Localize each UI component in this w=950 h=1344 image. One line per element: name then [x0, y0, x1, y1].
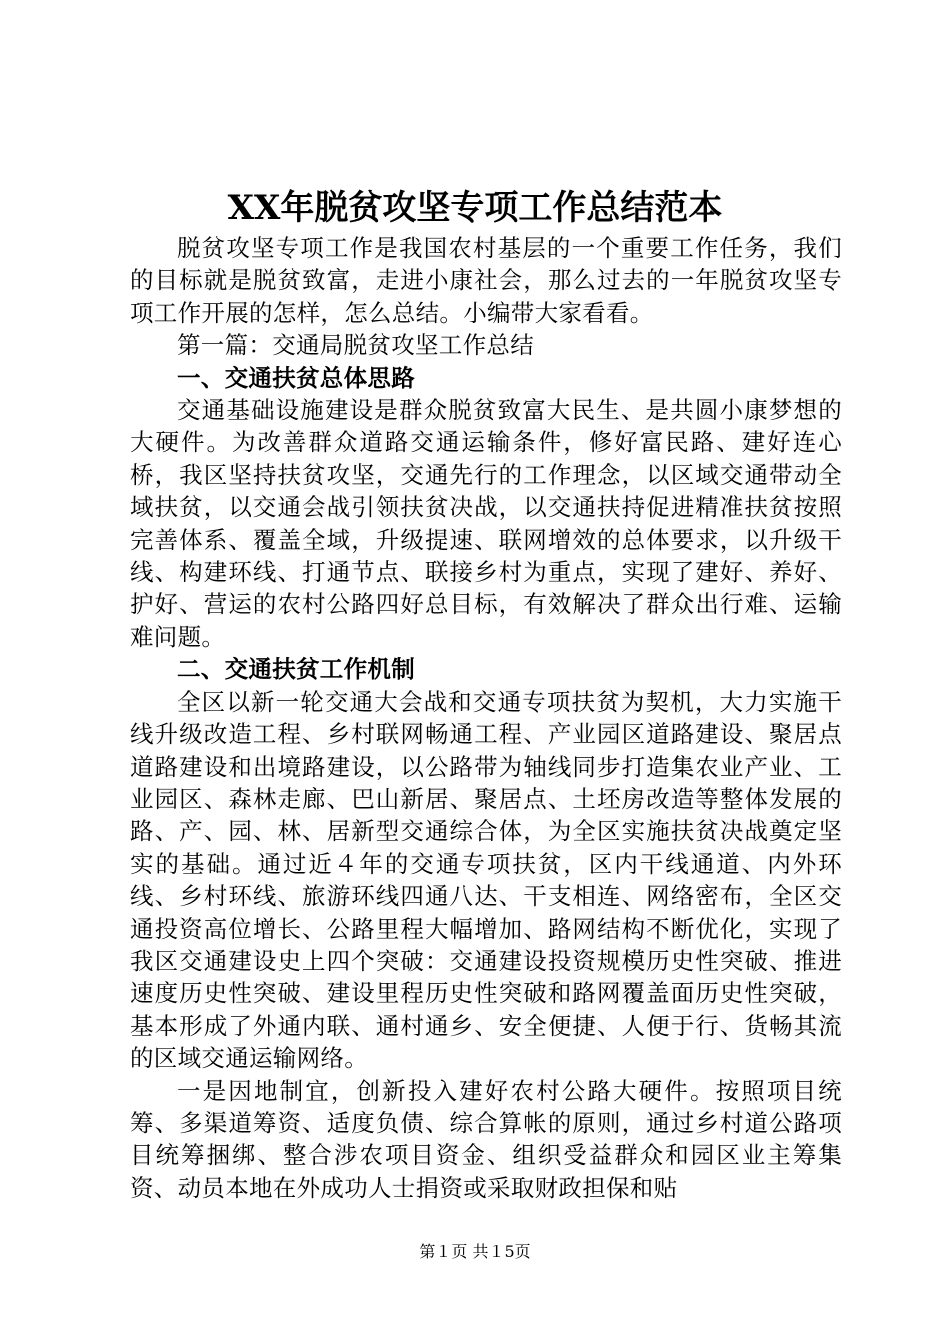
- document-body: [130, 232, 842, 1204]
- section-heading-2: 二、交通扶贫工作机制: [177, 655, 415, 684]
- body-paragraph: 一是因地制宜，创新投入建好农村公路大硬件。按照项目统筹、多渠道筹资、适度负债、综合算帐的原则，通过乡村道公路项目统筹捆绑、整合涉农项目资金、组织受益群众和园区业主筹集资、动员本地在外成功人士捐资或采取财政担保和贴: [130, 1076, 842, 1202]
- body-paragraph: 全区以新一轮交通大会战和交通专项扶贫为契机，大力实施干线升级改造工程、乡村联网畅通工程、产业园区道路建设、聚居点道路建设和出境路建设，以公路带为轴线同步打造集农业产业、工业园区、森林走廊、巴山新居、聚居点、土坯房改造等整体发展的路、产、园、林、居新型交通综合体，为全区实施扶贫决战奠定坚实的基础。通过近４年的交通专项扶贫，区内干线通道、内外环线、乡村环线、旅游环线四通八达、干支相连、网络密布，全区交通投资高位增长、公路里程大幅增加、路网结构不断优化，实现了我区交通建设史上四个突破：交通建设投资规模历史性突破、推进速度历史性突破、建设里程历史性突破和路网覆盖面历史性突破，基本形成了外通内联、通村通乡、安全便捷、人便于行、货畅其流的区域交通运输网络。: [130, 687, 842, 1073]
- body-paragraph: 交通基础设施建设是群众脱贫致富大民生、是共圆小康梦想的大硬件。为改善群众道路交通运输条件，修好富民路、建好连心桥，我区坚持扶贫攻坚，交通先行的工作理念，以区域交通带动全域扶贫，以交通会战引领扶贫决战，以交通扶持促进精准扶贫按照完善体系、覆盖全域，升级提速、联网增效的总体要求，以升级干线、构建环线、打通节点、联接乡村为重点，实现了建好、养好、护好、营运的农村公路四好总目标，有效解决了群众出行难、运输难问题。: [130, 396, 842, 651]
- document-title: XX年脱贫攻坚专项工作总结范本: [227, 188, 723, 228]
- page-number-footer: 第１页 共１5页: [419, 1242, 531, 1261]
- chapter-title: 第一篇：交通局脱贫攻坚工作总结: [177, 331, 534, 360]
- section-heading-1: 一、交通扶贫总体思路: [177, 363, 415, 392]
- intro-paragraph: 脱贫攻坚专项工作是我国农村基层的一个重要工作任务，我们的目标就是脱贫致富，走进小康社会，那么过去的一年脱贫攻坚专项工作开展的怎样，怎么总结。小编带大家看看。: [130, 234, 842, 327]
